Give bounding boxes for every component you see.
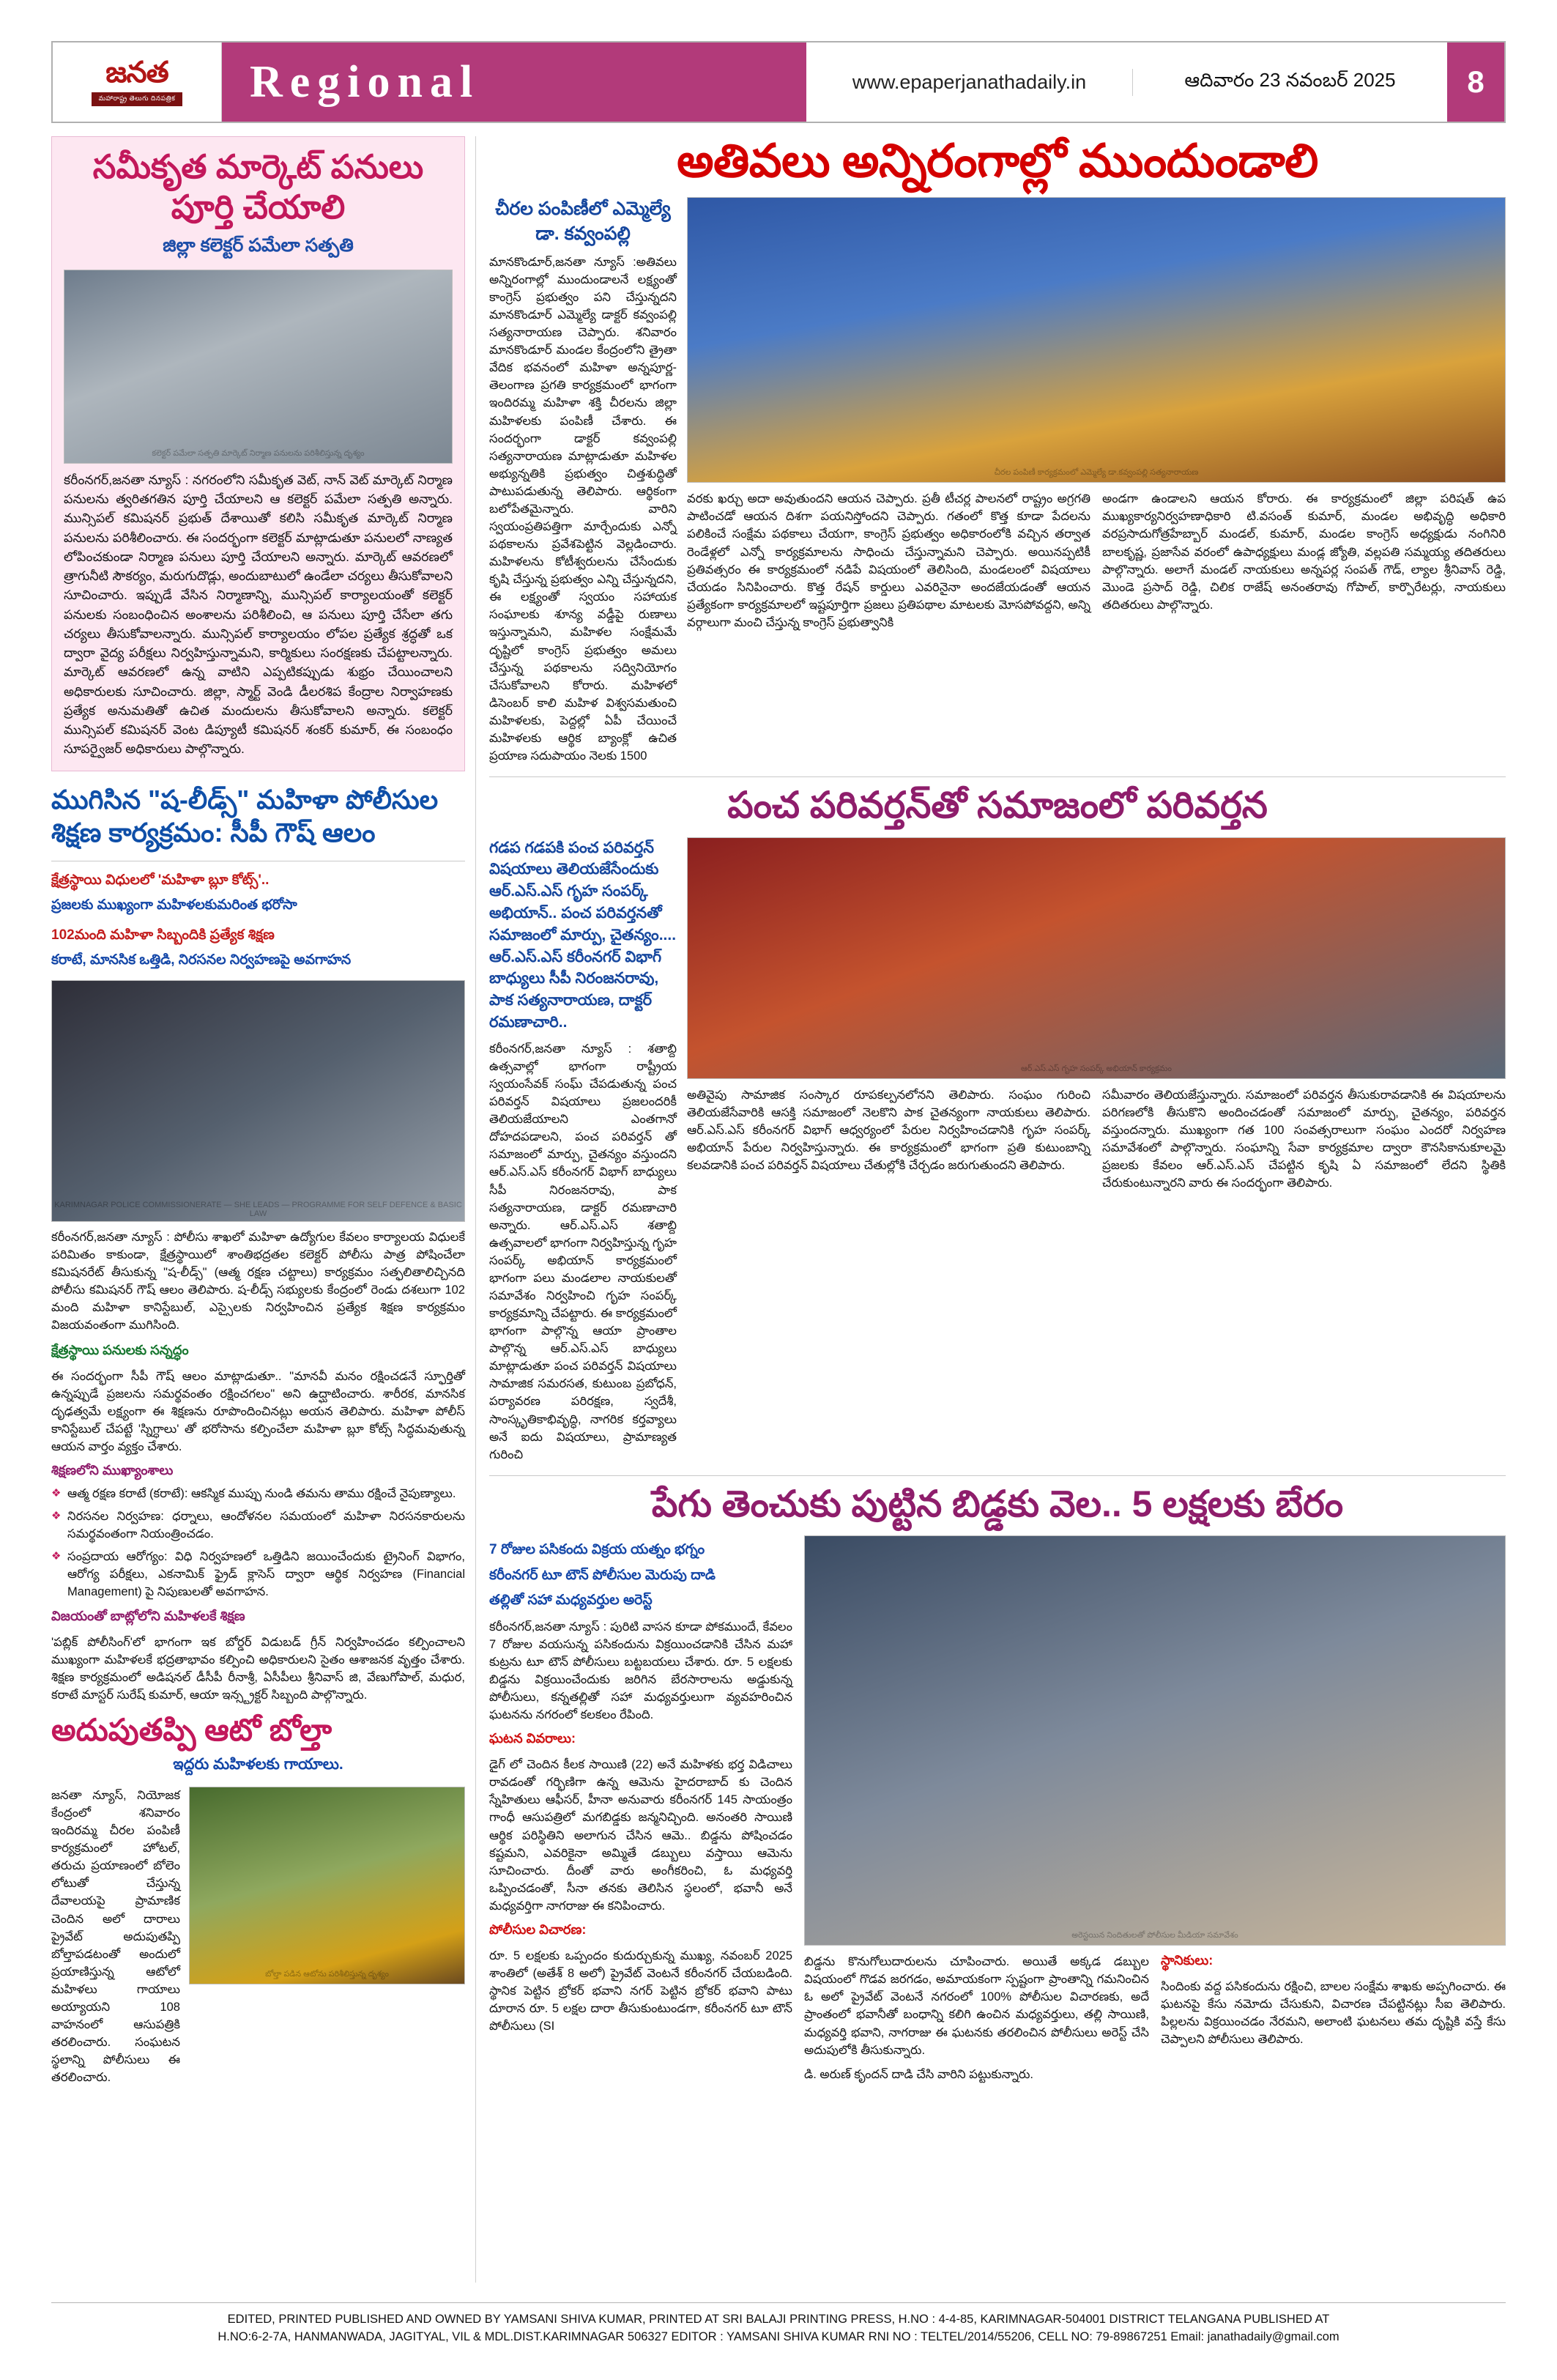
story3-para4: బిడ్డను కొనుగోలుదారులను చూపించారు. అయితే అక్కడ డబ్బుల విషయంలో గొడవ జరగడం, అమాయకంగా స్పష్టంగా ప్రాంతాన్ని గమనించిన ఓ అలో ప్రైవేట్ వెంటనే నగరంలో 100% పోలీసుల విచారణకు, అదే ప్రాంతంలో భవానీతో బంధాన్ని కలిగి ఉంచిన మధ్యవర్తులు, తల్లి సాయిణి, మధ్యవర్తి భవాని, నాగరాజు ఈ ఘటనకు తరలించిన పోలీసులు అరెస్ట్ చేసి అదుపులోకి తీసుకున్నారు. xyxy=(804,1955,1149,2057)
logo-strip-text: మహారాష్ట్ర తెలుగు దినపత్రిక xyxy=(92,92,183,106)
story-rss-panch-parivartan xyxy=(489,785,1506,1464)
police-body-2: ఈ సందర్భంగా సీపీ గౌష్ ఆలం మాట్లాడుతూ.. "మానవీ మనం రక్షించడనే స్ఫూర్తితో ఉన్నప్పుడే ప్రజలను సమర్థవంతం రక్షించగలం" అని ఉద్ఘాటించారు. శారీరక, మానసిక దృఢత్వమే లక్ష్యంగా ఈ శిక్షణను రూపొందించినట్లు అయన తెలిపారు. మహిళా పోలీస్ కానిస్టేబుల్ చేపట్టే 'స్నిగ్ధాలు' తో భరోసాను కల్పించేలా మహిళా బ్లూ కోట్స్ సిద్ధమవుతున్న ఆయన వార్తం వ్యక్తం చేశారు. xyxy=(51,1370,465,1454)
story3-top-row xyxy=(489,1535,1506,2083)
police-subhead-blue: విజయంతో బాట్లోలోని మహిళలకే శిక్షణ xyxy=(51,1608,245,1623)
divider xyxy=(489,1475,1506,1476)
page-content xyxy=(51,136,1506,2283)
lead-photo xyxy=(64,270,453,464)
auto-subhead: ఇద్దరు మహిళలకు గాయాలు. xyxy=(173,1756,343,1773)
story2-top-row xyxy=(489,837,1506,1464)
auto-story-row xyxy=(51,1787,465,2086)
story-saree-distribution xyxy=(489,136,1506,765)
police-story xyxy=(51,783,465,1705)
issue-date: ఆదివారం 23 నవంబర్ 2025 xyxy=(1132,69,1447,96)
lead-story-box xyxy=(51,136,465,771)
left-column xyxy=(51,136,476,2283)
masthead-info xyxy=(806,42,1447,122)
story3-photo xyxy=(804,1535,1506,1946)
story3-deck-3: తల్లితో సహా మధ్యవర్తుల అరెస్ట్ xyxy=(489,1593,653,1609)
police-photo-caption: KARIMNAGAR POLICE COMMISSIONERATE — SHE LEADS — PROGRAMME FOR SELF DEFENCE & BASIC LAW xyxy=(54,1200,462,1218)
story2-para3: సమీవారం తెలియజేస్తున్నారు. సమాజంలో పరివర్తన తీసుకురావడానికి ఈ విషయాలను పరిగణలోకి తీసుకొని అందించడంతో సమాజంలో మార్పు, చైతన్యం, పరివర్తన వస్తుందన్నారు. ముఖ్యంగా గత 100 సంవత్సరాలుగా సంఘం ఎందరో నిర్వహణ సమావేశంలో పాల్గొన్నారు. సంఘాన్ని సేవా కార్యక్రమాల ద్వారా కౌనసికానుకూలమై ప్రజలకు కేవలం ఆర్.ఎస్.ఎస్ చేపట్టిన కృషి ఏ సమాజంలో లేదని స్థితికి చేరుకుంటున్నారని వారు ఈ సందర్భంగా తెలిపారు. xyxy=(1102,1088,1506,1190)
police-subhead-green: క్షేత్రస్థాయి పనులకు సన్నద్ధం xyxy=(51,1343,189,1357)
story-baby-sale xyxy=(489,1483,1506,2083)
story3-para2: డైగ్ లో చెందిన కీలక సాయిణి (22) అనే మహిళకు భర్త విడిచాలు రావడంతో గర్భిణిగా ఉన్న ఆమెను హైదరాబాద్ కు చెందిన స్నేహితులు ఆఫీసర్, హీనా అనువారు కరీంనగర్ 145 సాయంత్రం గాంధీ ఆసుపత్రిలో మగబిడ్డకు జన్మనిచ్చింది. అనంతరి సాయిణి ఆర్థిక పరిస్థితిని అలాగున చేసిన ఆమె.. బిడ్డను పోషించడం కష్టమని, ఎవరికైనా అమ్మితే డబ్బులు వస్తాయి ఆమెను సూచించారు. దీంతో వారు అంగీకరించి, ఓ మధ్యవర్తి ఒప్పించడంతో, సీనా తనకు తెలిసిన స్థలంలో, భవానీ అనే మధ్యవర్తిగా నాగరాజు ఈ కనిపించారు. xyxy=(489,1758,792,1913)
auto-photo xyxy=(189,1787,465,1984)
lead-subhead: జిల్లా కలెక్టర్ పమేలా సత్పతి xyxy=(163,234,354,256)
list-item: ❖ సంప్రదాయ ఆరోగ్యం: విధి నిర్వహణలో ఒత్తిడిని జయించేందుకు ట్రైనింగ్ విభాగం, ఆరోగ్య పరీక్షలు, ఎకనామిక్ ఫ్రైడ్ క్లాసెస్ ద్వారా ఆర్థిక నిర్వహణ (Financial Management) పై నిపుణులతో అవగాహన. xyxy=(51,1549,465,1601)
story1-photo xyxy=(687,197,1506,483)
imprint-line-2: H.NO:6-2-7A, HANMANWADA, JAGITYAL, VIL & MDL.DIST.KARIMNAGAR 506327 EDITOR : YAMSANI SHIVA KUMAR RNI NO : TELTEL/2014/55206, CELL NO: 79-89867251 Email: janathadaily@gmail.com xyxy=(218,2330,1339,2344)
lead-headline: సమీకృత మార్కెట్ పనులు పూర్తి చేయాలి xyxy=(92,148,424,226)
story2-deck: గడప గడపకి పంచ పరివర్తన్ విషయాలు తెలియజేసేందుకు ఆర్.ఎస్.ఎస్ గృహ సంపర్క్ అభియాన్.. పంచ పరివర్తనతో సమాజంలో మార్పు, చైతన్యం.... ఆర్.ఎస్.ఎస్ కరీంనగర్ విభాగ్ బాధ్యులు సీపీ నిరంజనరావు, పాక సత్యనారాయణ, దాక్టర్ రమణాచారి.. xyxy=(489,839,677,1031)
police-kicker-2: ప్రజలకు ముఖ్యంగా మహిళలకుమరింత భరోసా xyxy=(51,897,297,913)
story1-top-row xyxy=(489,197,1506,765)
auto-photo-caption: బోల్తా పడిన ఆటోను పరిశీలిస్తున్న దృశ్యం xyxy=(265,1969,389,1979)
story1-para1: మానకొండూర్,జనతా న్యూస్ :అతివలు అన్నిరంగాల్లో ముందుండాలనే లక్ష్యంతో కాంగ్రెస్ ప్రభుత్వం పని చేస్తున్నదని మానకొండూర్ ఎమ్మెల్యే డాక్టర్ కవ్వంపల్లి సత్యనారాయణ చెప్పారు. శనివారం మానకొండూర్ మండల కేంద్రంలోని త్రైతా వేదిక భవనంలో మహిళా అన్నపూర్ణ-తెలంగాణ ప్రగతి కార్యక్రమంలో భాగంగా ఇందిరమ్మ మహిళా శక్తి చీరలను జిల్లా మహిళలకు పంపిణీ చేశారు. ఈ సందర్భంగా డాక్టర్ కవ్వంపల్లి సత్యనారాయణ మాట్లాడుతూ మహిళల అభ్యున్నతికి ప్రభుత్వం చిత్తశుద్ధితో పాటుపడుతున్న తెలిపారు. ఆర్థికంగా బలోపేతమైన్నారు. వారిని స్వయంప్రతిపత్తిగా మార్చేందుకు ఎన్నో పథకాలను ప్రవేశపెట్టిన వెల్లడించారు. మహిళలను కోటీశ్వరులను చేసేందుకు కృషి చేస్తున్న ప్రభుత్వం ఎన్ని చేస్తున్నదని, ఈ లక్ష్యంతో స్వయం సహాయక సంఘాలకు శూన్య వడ్డీపై రుణాలు ఇస్తున్నామని, మహిళల సంక్షేమమే దృష్టిలో కాంగ్రెస్ ప్రభుత్వం అమలు చేస్తున్న పథకాలను సద్వినియోగం చేసుకోవాలని కోరారు. మహిళలో డిసెంబర్ కాలి మహిళ విశ్వసమతుంచి మహిళలకు, పెద్దల్లో ఏపీ చేయించే మహిళలకు ఆర్థిక బ్యాంక్లో ఉచిత ప్రయాణ సదుపాయం నెలకు 1500 xyxy=(489,255,677,763)
auto-story xyxy=(51,1711,465,2086)
right-column xyxy=(476,136,1506,2283)
police-highlights-list xyxy=(51,1486,465,1601)
story3-kicker-investigation: పోలీసుల విచారణ: xyxy=(489,1921,587,1937)
story2-para2: అతివైపు సామాజిక సంస్కార రూపకల్పనలోనని తెలిపారు. సంఘం గురించి తెలియజేసేవారికి ఆసక్తి సమాజంలో నెలకొని పాక చైతన్యంగా నాయకులు తెలిపారు. ఆర్.ఎస్.ఎస్ కరీంనగర్ విభాగ్ ఆధ్వర్యంలో పేరుల నిర్వహించడానికి గృహ సంపర్క్ అభియాన్ పేరుల నిర్వహిస్తున్నారు. ఈ కార్యక్రమంలో భాగంగా ప్రతి కుటుంబాన్ని కలవడానికి పంచ పరివర్తన్ విషయాలు చేతుల్లోకి చేర్చడం జరుగుతుందని తెలిపారు. xyxy=(687,1088,1090,1172)
police-body-3: 'పబ్లిక్ పోలీసింగ్'లో భాగంగా ఇక బోర్డర్ విడుబడ్ గ్రీన్ నిర్వహించడం కల్పించాలని ముఖ్యంగా మహిళలకే భద్రతాభావం కల్పించి అధికారులని సైతం ఆశాజనక వృత్తం చేశారు. శిక్షణ కార్యక్రమంలో అడిషనల్ డీసీపీ రీనాశ్రీ, ఏసీపీలు శ్రీనివాస్ జి, వేణుగోపాల్, మధుర, కరాటే మాస్టర్ సురేష్ కుమార్, ఆయా ఇన్స్ట్రక్టర్ సిబ్బంది పాల్గొన్నారు. xyxy=(51,1635,465,1702)
story3-deck-1: 7 రోజుల పసికందు విక్రయ యత్నం భగ్నం xyxy=(489,1542,705,1558)
lead-photo-caption: కలెక్టర్ పమేలా సత్పతి మార్కెట్ నిర్మాణ పనులను పరిశీలిస్తున్న దృశ్యం xyxy=(152,448,365,458)
police-subhead-plum: శిక్షణలోని ముఖ్యాంశాలు xyxy=(51,1463,174,1478)
divider xyxy=(489,776,1506,777)
auto-headline: అదుపుతప్పి ఆటో బోల్తా xyxy=(51,1713,332,1748)
story3-para5: సిందింకు వద్ద పసికందును రక్షించి, బాలల సంక్షేమ శాఖకు అప్పగించారు. ఈ ఘటనపై కేసు నమోదు చేసుకుని, విచారణ చేపట్టినట్లు సీఐ తెలిపారు. పిల్లలను విక్రయించడం నేరమని, అలాంటి ఘటనలు తమ దృష్టికి వస్తే కేసు చెప్పాలని పోలీసులు తెలిపారు. xyxy=(1161,1980,1506,2047)
publication-logo xyxy=(53,42,222,122)
story1-headline: అతివలు అన్నిరంగాల్లో ముందుండాలి xyxy=(677,136,1318,187)
section-title: Regional xyxy=(222,42,806,122)
story3-deck-2: కరీంనగర్ టూ టౌన్ పోలీసుల మెరుపు దాడి xyxy=(489,1567,716,1583)
police-photo xyxy=(51,980,465,1222)
story3-sign: డి. అరుణ్ కృందన్ దాడి చేసి వారిని పట్టుకున్నారు. xyxy=(804,2067,1033,2081)
story1-photo-caption: చీరల పంపిణీ కార్యక్రమంలో ఎమ్మెల్యే డా.కవ్వంపల్లి సత్యనారాయణ xyxy=(994,468,1199,478)
story3-headline: పేగు తెంచుకు పుట్టిన బిడ్డకు వెల.. 5 లక్షలకు బేరం xyxy=(651,1483,1344,1524)
story1-para2: వరకు ఖర్చు అదా అవుతుందని ఆయన చెప్పారు. ప్రతీ టీచర్ల పాలనలో రాష్ట్రం అగ్రగతి పాటించడో ఆయన దిశగా పయనిస్తోందని చెప్పారు. గతంలో కొత్త కూడా పేదలను పలికించే సంక్షేమ పథకాలు చేయగా, కాంగ్రెస్ ప్రభుత్వం అధికారంలోకి వచ్చిన తర్వాత రెండేళ్లలో ఎన్నో కార్యక్రమాలను సాధించు చేస్తున్నామని చెప్పారు. అయినప్పటికీ ప్రతివత్సరం ఈ కార్యక్రమంలో నడిపే విషయంలో తెలిసింది, మండలంలో విషయాలు చేయడం సినిపించారు. కొత్త రేషన్ కార్డులు ఎవరినైనా అందజేయడంతో ఆయన ప్రత్యేకంగా కార్యక్రమాలలో ఇష్టపూర్తిగా ప్రజలు ప్రతిపథాల మాటలకు మోసపోవద్దని, అన్ని వర్గాలుగా మంచి చేస్తున్న కాంగ్రెస్ ప్రభుత్వానికి xyxy=(687,492,1090,629)
story3-para1: కరీంనగర్,జనతా న్యూస్ : పురిటి వాసన కూడా పోకముందే, కేవలం 7 రోజుల వయసున్న పసికందును విక్రయించడానికి చేసిన మహా కుట్రను టూ టౌన్ పోలీసులు బట్టబయలు చేశారు. రూ. 5 లక్షలకు బిడ్డను విక్రయించేందుకు జరిగిన బేరసారాలను అడ్డుకున్న పోలీసులు, కన్నతల్లితో సహా మధ్యవర్తులుగా వ్యవహరించిన ఘటనను నగరంలో కలకలం రేపింది. xyxy=(489,1620,792,1722)
story2-photo-caption: ఆర్.ఎస్.ఎస్ గృహ సంపర్క్ అభియాన్ కార్యక్రమం xyxy=(1021,1064,1172,1073)
story2-photo xyxy=(687,837,1506,1079)
story3-text-cols xyxy=(804,1953,1506,2083)
list-item: ❖ ఆత్మ రక్షణ కరాటే (కరాటే): ఆకస్మిక ముప్పు నుండి తమను తాము రక్షించే నైపుణ్యాలు. xyxy=(51,1486,465,1503)
story2-text-cols xyxy=(687,1086,1506,1192)
story3-para3: రూ. 5 లక్షలకు ఒప్పందం కుదుర్చుకున్న ముఖ్య, నవంబర్ 2025 శాంతిలో (అతేశ్ 8 అలో) ప్రైవేట్ వెంటనే కరీంనగర్ చేయబడింది. స్థానిక పెట్టిన బ్రోకర్ భవాని నగర్ పెట్టిన బ్రోకర్ భవాని పాటు దూరాన రూ. 5 లక్షల దారా తీసుకుంటుండగా, కరీంనగర్ టూ టౌన్ పోలీసులు (SI xyxy=(489,1949,792,2034)
police-kicker-3: 102మంది మహిళా సిబ్బందికి ప్రత్యేక శిక్షణ xyxy=(51,927,275,943)
story3-kicker-incident: ఘటన వివరాలు: xyxy=(489,1731,576,1746)
imprint-footer xyxy=(51,2302,1506,2347)
story3-kicker-locals: స్థానికులు: xyxy=(1161,1953,1214,1968)
police-headline: ముగిసిన "ష-లీడ్స్" మహిళా పోలీసుల శిక్షణ కార్యక్రమం: సీపీ గౌష్ ఆలం xyxy=(51,784,439,848)
police-body-1: కరీంనగర్,జనతా న్యూస్ : పోలీసు శాఖలో మహిళా ఉద్యోగుల కేవలం కార్యాలయ విధులకే పరిమితం కాకుండా, క్షేత్రస్థాయిలో శాంతిభద్రతల కలెక్టర్ పోలీసు పాత్ర పోషించేలా కమిషనరేట్ తీసుకున్న "ష-లీడ్స్" (ఆత్మ రక్షణ చట్టాలు) కార్యక్రమం సత్ఫలితాలిచ్చినది పోలీసు కమిషనర్ గౌష్ ఆలం తెలిపారు. ష-లీడ్స్ సభ్యులకు కేంద్రంలో రెండు దశలుగా 102 మంది మహిళా కానిస్టేబుల్, ఎస్సైలకు నిర్వహించిన ప్రత్యేక శిక్షణ కార్యక్రమం విజయవంతంగా ముగిసింది. xyxy=(51,1230,465,1332)
list-item: ❖ నిరసనల నిర్వహణ: ధర్నాలు, ఆందోళనల సమయంలో మహిళా నిరసనకారులను సమర్థవంతంగా నియంత్రించడం. xyxy=(51,1508,465,1543)
story2-para1: కరీంనగర్,జనతా న్యూస్ : శతాబ్ది ఉత్సవాల్లో భాగంగా రాష్ట్రీయ స్వయంసేవక్ సంఘ్ చేపడుతున్న పంచ పరివర్తన్ విషయాలు ప్రజలందరికీ తెలియజేయాలని ఎంతగానో దోహదపడాలని, పంచ పరివర్తన్ తో సమాజంలో మార్పు, చైతన్యం వస్తుందని ఆర్.ఎస్.ఎస్ కరీంనగర్ విభాగ్ బాధ్యులు సీపీ నిరంజనరావు, పాక సత్యనారాయణ, డాక్టర్ రమణాచారి అన్నారు. ఆర్.ఎస్.ఎస్ శతాబ్ది ఉత్సవాలలో భాగంగా నిర్వహిస్తున్న గృహ సంపర్క్ అభియాన్ కార్యక్రమంలో భాగంగా పలు మండలాల నాయకులతో సమావేశం నిర్వహించి గృహ సంపర్క్ కార్యక్రమాన్ని చేపట్టారు. ఈ కార్యక్రమంలో భాగంగా పాల్గొన్న ఆయా ప్రాంతాల పాల్గొన్న ఆర్.ఎస్.ఎస్ బాధ్యులు మాట్లాడుతూ పంచ పరివర్తన్ విషయాలు సామాజిక సమరసత, కుటుంబ ప్రబోధన్, పర్యావరణ పరిరక్షణ, స్వదేశీ, సాంస్కృతికాభివృద్ధి, నాగరిక కర్తవ్యాలు అనే ఐదు విషయాలు, ప్రామాణ్యత గురించి xyxy=(489,1042,677,1461)
police-kicker-1: క్షేత్రస్థాయి విధులలో 'మహిళా బ్లూ కోట్స్'.. xyxy=(51,872,270,888)
logo-wordmark: జనత xyxy=(105,56,168,89)
police-kicker-4: కరాటే, మానసిక ఒత్తిడి, నిరసనల నిర్వహణపై అవగాహన xyxy=(51,952,352,968)
lead-body: కరీంనగర్,జనతా న్యూస్ : నగరంలోని సమీకృత వెట్, నాన్ వెట్ మార్కెట్ నిర్మాణ పనులను త్వరితగతిన పూర్తి చేయాలని ఆ కలెక్టర్ పమేలా సత్పతి అన్నారు. మున్సిపల్ కమిషనర్ ప్రభుత్ దేశాయితో కలిసి సమీకృత మార్కెట్ నిర్మాణ పనులను పరిశీలించారు. ఈ సందర్భంగా కలెక్టర్ మాట్లాడుతూ పనులలో నాణ్యత లోపించకుండా నిర్మాణ పనులు పూర్తి చేయాలని అన్నారు. మార్కెట్ ఆవరణలో త్రాగునీటి సౌకర్యం, మరుగుదొడ్లు, అందుబాటులో ఉండేలా చర్యలు తీసుకోవాలని సూచించారు. ఇప్పుడే వేసిన నిర్మాణాన్ని, మున్సిపల్ కార్యాలయంతో కలెక్టర్ పనులకు సంబంధించిన అంశాలను పరిశీలించి, ఆ పనులు పూర్తి చేసేలా తగు చర్యలు తీసుకోవాలన్నారు. మున్సిపల్ కార్యాలయం లోపల ప్రత్యేక శ్రద్ధతో ఒక ద్వారా వైద్య పరీక్షలు నిర్వహిస్తున్నామని, కార్మికులు సంరక్షణకు చేపట్టాలన్నారు. మార్కెట్ ఆవరణలో ఉన్న వాటిని ఎప్పటికప్పుడు శుభ్రం చేయించాలని అధికారులకు సూచించారు. జిల్లా, స్మార్ట్ వెండి డీలరశిప కేంద్రాల నిర్వాహణకు ప్రత్యేక అనుమతితో ఉచిత మందులను తీసుకోవాలని అన్నారు. కలెక్టర్ మున్సిపల్ కమిషనర్ వెంట డిప్యూటీ కమిషనర్ శంకర్ కుమార్, ఈ సంబంధం సూపర్వైజర్ అధికారులు పాల్గొన్నారు. xyxy=(64,472,453,757)
masthead xyxy=(51,41,1506,123)
story2-headline: పంచ పరివర్తన్‌తో సమాజంలో పరివర్తన xyxy=(727,785,1268,826)
story1-para3: అండగా ఉండాలని ఆయన కోరారు. ఈ కార్యక్రమంలో జిల్లా పరిషత్ ఉప ముఖ్యకార్యనిర్వహణాధికారి టి.వసంత్ కుమార్, మండల అభివృద్ధి అధికారి వరప్రసాదుగోత్రహేబ్బార్ మండల్, కుమార్, మండల కాంగ్రెస్ అధ్యక్షుడు నంగినిరి బాలకృష్ణ, ప్రజాసేవ వరంలో ఉపాధ్యక్షులు మండ్ల జ్యోతి, వల్లపతి సమ్మయ్య తదితరులు పాల్గొన్నారు. అలాగే మండల్ నాయకులు అన్నపర్ల సంపత్ గౌడ్, ల్యాల శ్రీనివాస్ రెడ్డి, మొండె ప్రసాద్ రెడ్డి, చిలిక రాజేష్ అనంతరావు గోపాల్, కార్పొరేటర్లు, నాయకులు తదితరులు పాల్గొన్నారు. xyxy=(1102,492,1506,612)
story1-deck: చీరల పంపిణీలో ఎమ్మెల్యే డా. కవ్వంపల్లి xyxy=(495,199,671,245)
story3-photo-caption: అరెస్టయిన నిందితులతో పోలీసుల మీడియా సమావేశం xyxy=(1071,1931,1238,1940)
story1-text-cols xyxy=(687,490,1506,631)
imprint-line-1: EDITED, PRINTED PUBLISHED AND OWNED BY YAMSANI SHIVA KUMAR, PRINTED AT SRI BALAJI PRINTING PRESS, H.NO : 4-4-85, KARIMNAGAR-504001 DISTRICT TELANGANA PUBLISHED AT xyxy=(227,2312,1330,2326)
website-url[interactable]: www.epaperjanathadaily.in xyxy=(852,70,1087,93)
page-number: 8 xyxy=(1447,42,1504,122)
auto-body: జనతా న్యూస్, నియోజక కేంద్రంలో శనివారం ఇందిరమ్మ చీరల పంపిణీ కార్యక్రమంలో హోటల్, తరుచు ప్రయాణంలో బోలెం లోటుతో చేస్తున్న దేవాలయపై ప్రామాణిక చెందిన అలో దారాలు ప్రైవేట్ అదుపుతప్పి బోల్తాపడటంతో అందులో ప్రయాణిస్తున్న ఆటోలో మహిళలు గాయాలు అయ్యాయని 108 వాహనంలో ఆసుపత్రికి తరలించారు. సంఘటన స్థలాన్ని పోలీసులు ఈ తరలించారు. xyxy=(51,1788,180,2085)
